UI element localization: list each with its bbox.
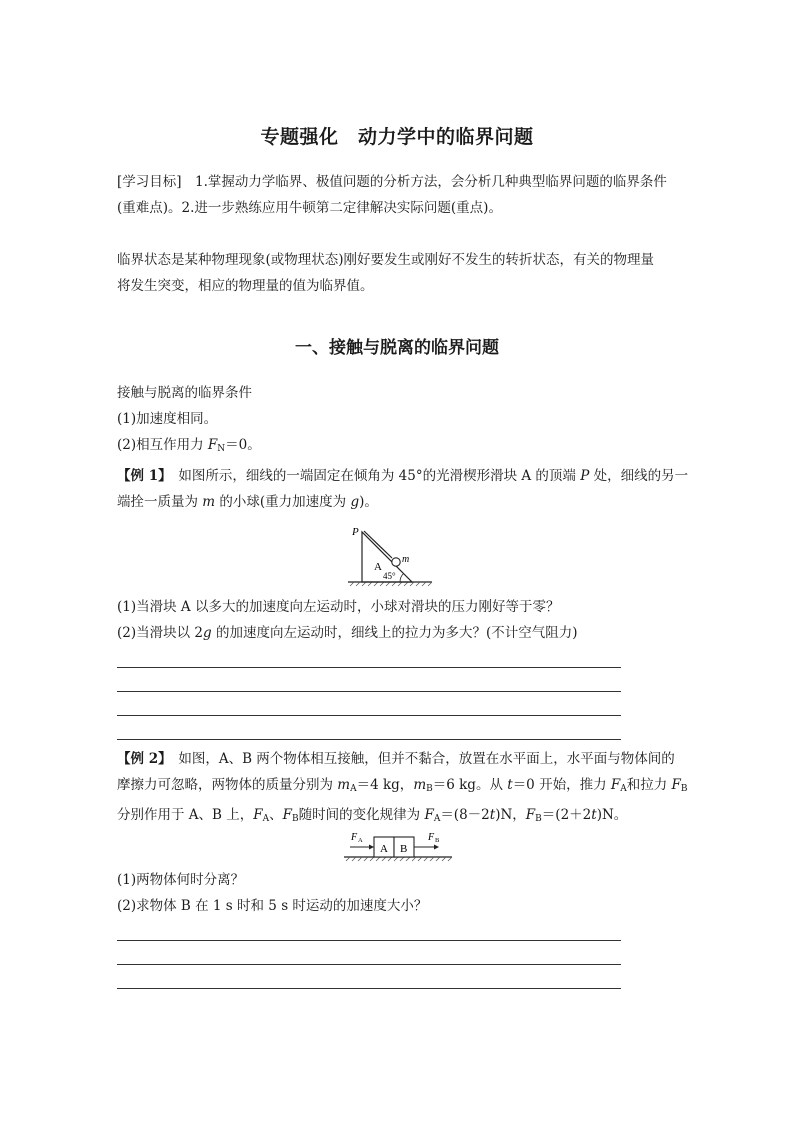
example-1-tag: 【例 1】 (117, 468, 165, 484)
intro-line-1: 临界状态是某种物理现象(或物理状态)刚好要发生或刚好不发生的转折状态，有关的物理量 (117, 252, 655, 268)
label-fb: F (428, 832, 435, 843)
answer-line[interactable] (117, 964, 621, 965)
answer-line[interactable] (117, 715, 621, 716)
label-fb-sub: B (435, 837, 440, 844)
page-title: 专题强化 动力学中的临界问题 (260, 126, 534, 148)
arrow-fa (369, 845, 374, 850)
label-fa-sub: A (358, 837, 363, 844)
learning-objectives (117, 169, 682, 221)
label-m: m (402, 554, 410, 565)
objectives-line-1: [学习目标] 1.掌握动力学临界、极值问题的分析方法，会分析几种典型临界问题的临界条件 (117, 174, 667, 190)
label-p: P (352, 526, 359, 538)
example-1-question-1: (1)当滑块 A 以多大的加速度向左运动时，小球对滑块的压力刚好等于零？ (117, 599, 560, 615)
block-a-label: A (380, 843, 388, 855)
example-1-line-1: 【例 1】 如图所示，细线的一端固定在倾角为 45°的光滑楔形滑块 A 的顶端 P 处，细线的另一 (117, 468, 689, 484)
condition-title: 接触与脱离的临界条件 (117, 385, 252, 401)
example-2-questions (117, 867, 682, 919)
example-2-line-1: 【例 2】 如图，A、B 两个物体相互接触，但并不黏合，放置在水平面上，水平面与物体间的 (117, 751, 675, 767)
example-2-question-2: (2)求物体 B 在 1 s 时和 5 s 时运动的加速度大小？ (117, 898, 428, 914)
answer-line[interactable] (117, 667, 621, 668)
section-heading: 一、接触与脱离的临界问题 (295, 338, 499, 358)
example-1 (117, 463, 689, 515)
answer-line[interactable] (117, 940, 621, 941)
label-a: A (374, 561, 382, 573)
example-1-questions (117, 594, 682, 646)
condition-2: (2)相互作用力 $F_N=0$。 (117, 437, 261, 454)
label-fa: F (351, 832, 358, 843)
objectives-line-2: (重难点)。2.进一步熟练应用牛顿第二定律解决实际问题(重点)。 (117, 200, 502, 216)
intro-line-2: 将发生突变，相应的物理量的值为临界值。 (117, 278, 374, 294)
example-2-tag: 【例 2】 (117, 751, 165, 767)
string (364, 531, 392, 558)
blocks-figure (340, 828, 456, 864)
critical-conditions (117, 380, 682, 462)
example-2-line-2: 摩擦力可忽略，两物体的质量分别为 $m_A=4$ kg，$m_B=6$ kg。从 t＝0 开始，推力 $F_A$和拉力 $F_B$ (117, 777, 688, 794)
intro-paragraph (117, 247, 682, 299)
wedge-figure (340, 522, 440, 588)
example-1-line-2: 端拴一质量为 m 的小球(重力加速度为 g)。 (117, 494, 378, 510)
answer-line[interactable] (117, 988, 621, 989)
condition-1: (1)加速度相同。 (117, 411, 218, 427)
block-b-label: B (400, 843, 408, 855)
label-angle: 45° (383, 571, 396, 581)
example-2-question-1: (1)两物体何时分离？ (117, 872, 245, 888)
example-2-line-3: 分别作用于 A、B 上，$F_A$、$F_B$随时间的变化规律为 $F_A=(8-2t)N$，$F_B=(2+2t)N$。 (117, 807, 628, 824)
arrow-fb (434, 845, 439, 850)
ball (392, 558, 400, 566)
answer-line[interactable] (117, 691, 621, 692)
example-2 (117, 746, 688, 832)
answer-line[interactable] (117, 739, 621, 740)
example-1-question-2: (2)当滑块以 2g 的加速度向左运动时，细线上的拉力为多大？(不计空气阻力) (117, 625, 578, 641)
